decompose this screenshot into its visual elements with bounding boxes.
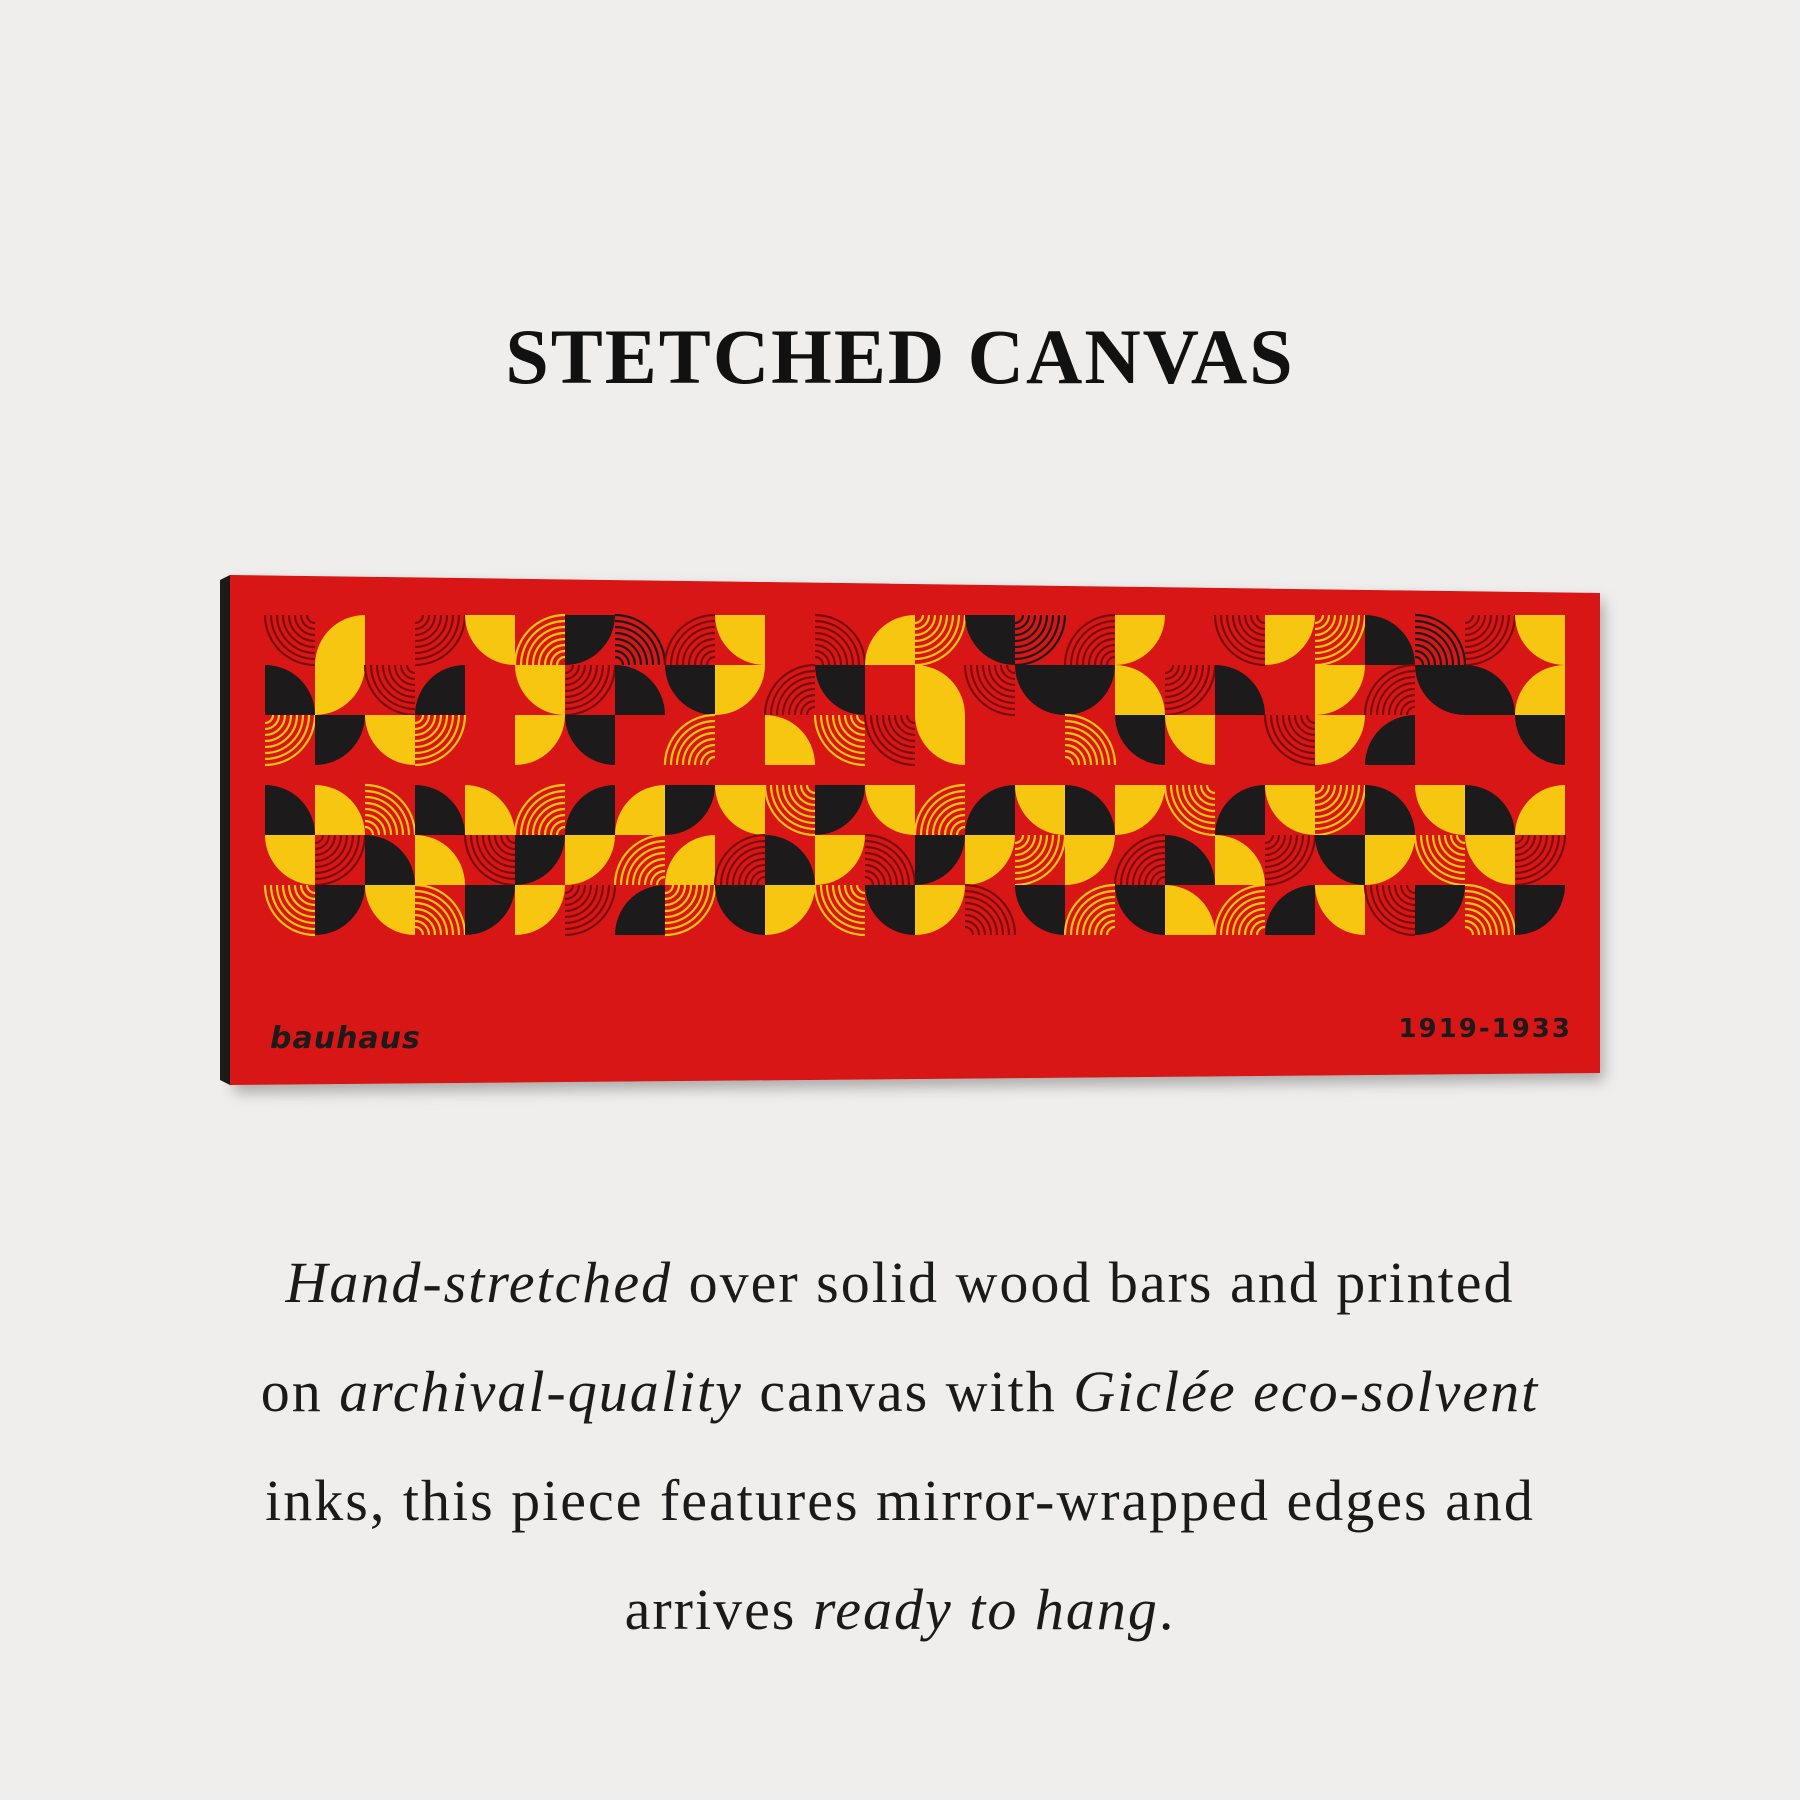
body-text: inks, this piece features mirror-wrapped edges and [265,1468,1535,1533]
years-label: 1919-1933 [1398,1014,1572,1044]
canvas-artwork [220,575,1600,1095]
body-text: canvas with [742,1359,1074,1424]
emphasis-text: Giclée eco-solvent [1073,1359,1540,1424]
page-title: STETCHED CANVAS [505,313,1295,400]
canvas-side-edge [220,575,230,1085]
body-text: on [260,1359,340,1424]
body-text: over solid wood bars and printed [672,1250,1515,1315]
body-text: . [1158,1577,1176,1642]
description-line-3 [150,1446,1650,1555]
emphasis-text: archival-quality [339,1359,743,1424]
product-description [150,1228,1650,1664]
bauhaus-canvas-print [220,575,1600,1095]
emphasis-text: Hand-stretched [285,1250,673,1315]
emphasis-text: ready to hang [812,1577,1159,1642]
body-text: arrives [624,1577,813,1642]
description-line-2 [150,1337,1650,1446]
description-line-1 [150,1228,1650,1337]
description-line-4 [150,1555,1650,1664]
brand-wordmark: bauhaus [270,1021,421,1056]
